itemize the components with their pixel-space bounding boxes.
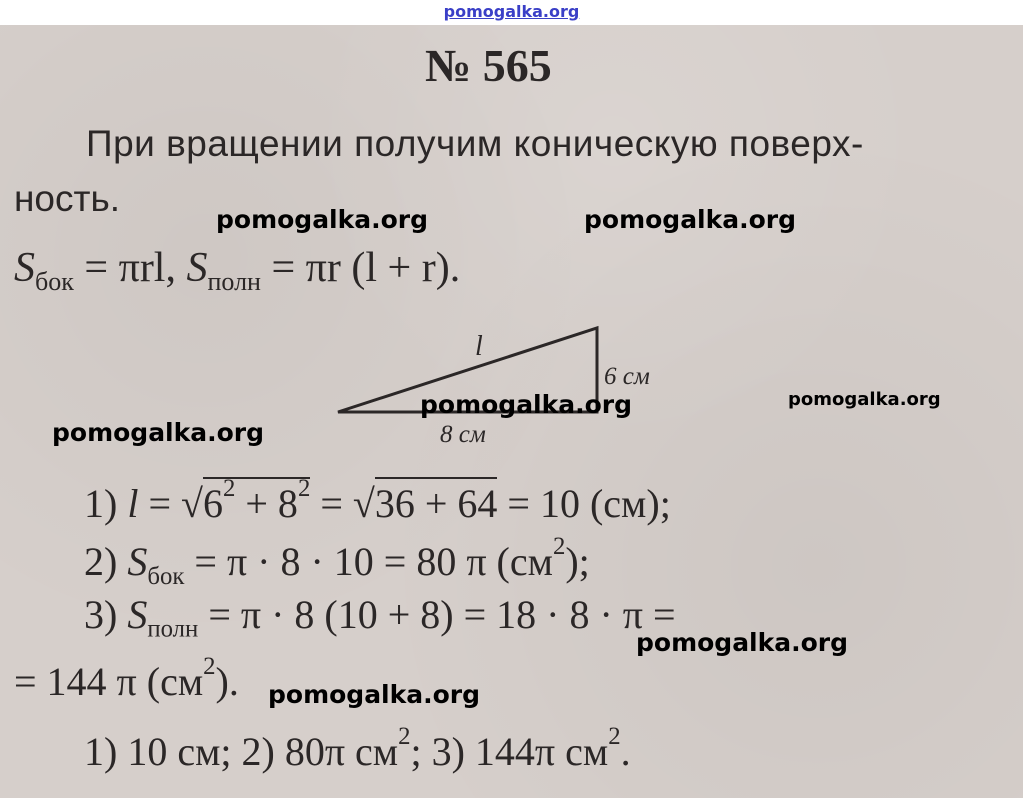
step-number: 3) bbox=[84, 592, 128, 637]
solution-step-2 bbox=[84, 535, 590, 590]
problem-number: № 565 bbox=[425, 40, 552, 91]
intro-text-line-1: При вращении получим коническую поверх- bbox=[86, 123, 864, 164]
s-symbol: S bbox=[14, 245, 35, 291]
radicand: 36 + 64 bbox=[375, 477, 498, 526]
lateral-subscript: бок bbox=[147, 562, 185, 590]
right-triangle-figure bbox=[330, 320, 680, 450]
full-subscript: полн bbox=[147, 615, 199, 643]
radicand-term: 6 bbox=[202, 481, 223, 527]
sqrt-sign: = √ bbox=[310, 481, 375, 527]
site-link[interactable]: pomogalka.org bbox=[443, 2, 580, 21]
s-symbol: S bbox=[127, 592, 148, 637]
s-symbol: S bbox=[186, 245, 208, 291]
lateral-formula: = πrl, bbox=[73, 245, 187, 291]
exponent: 2 bbox=[608, 723, 621, 750]
step-number: 1) bbox=[84, 481, 128, 527]
closing: ). bbox=[215, 659, 239, 705]
radicand-term: + 8 bbox=[235, 481, 298, 527]
watermark: pomogalka.org bbox=[636, 628, 849, 657]
exponent: 2 bbox=[297, 475, 311, 502]
computation: = π · 8 · 10 = 80 π (см bbox=[184, 539, 553, 585]
computation: = π · 8 (10 + 8) = 18 · 8 · π = bbox=[198, 592, 676, 637]
answer-line bbox=[84, 723, 631, 775]
watermark: pomogalka.org bbox=[216, 205, 429, 234]
closing: . bbox=[620, 729, 631, 775]
full-subscript: полн bbox=[207, 267, 261, 297]
exponent: 2 bbox=[398, 723, 411, 750]
watermark: pomogalka.org bbox=[420, 390, 633, 419]
solution-step-3-continued bbox=[14, 653, 239, 705]
solution-step-3 bbox=[84, 592, 676, 643]
exponent: 2 bbox=[222, 475, 236, 502]
answer-part: 1) 10 см; 2) 80π см bbox=[84, 729, 399, 775]
lateral-subscript: бок bbox=[35, 267, 74, 297]
radicand bbox=[203, 477, 310, 526]
sqrt-sign: = √ bbox=[138, 481, 203, 527]
exponent: 2 bbox=[203, 653, 216, 680]
watermark: pomogalka.org bbox=[52, 418, 265, 447]
result: = 10 (см); bbox=[497, 481, 671, 527]
watermark: pomogalka.org bbox=[268, 680, 481, 709]
s-symbol: S bbox=[127, 539, 148, 585]
hypotenuse-label: l bbox=[475, 331, 483, 362]
l-symbol: l bbox=[127, 481, 139, 527]
answer-part: ; 3) 144π см bbox=[410, 729, 609, 775]
watermark: pomogalka.org bbox=[788, 389, 941, 410]
full-formula: = πr (l + r). bbox=[261, 245, 461, 291]
base-leg-label: 8 см bbox=[440, 421, 486, 448]
vertical-leg-label: 6 см bbox=[604, 363, 650, 390]
scanned-page bbox=[0, 25, 1023, 798]
computation: = 144 π (см bbox=[14, 659, 204, 705]
intro-text-line-2: ность. bbox=[14, 178, 121, 219]
closing: ); bbox=[565, 539, 590, 585]
watermark: pomogalka.org bbox=[584, 205, 797, 234]
exponent: 2 bbox=[552, 533, 566, 560]
area-formulas bbox=[14, 247, 460, 295]
top-banner bbox=[0, 0, 1023, 25]
step-number: 2) bbox=[84, 539, 128, 585]
solution-step-1 bbox=[84, 475, 671, 527]
